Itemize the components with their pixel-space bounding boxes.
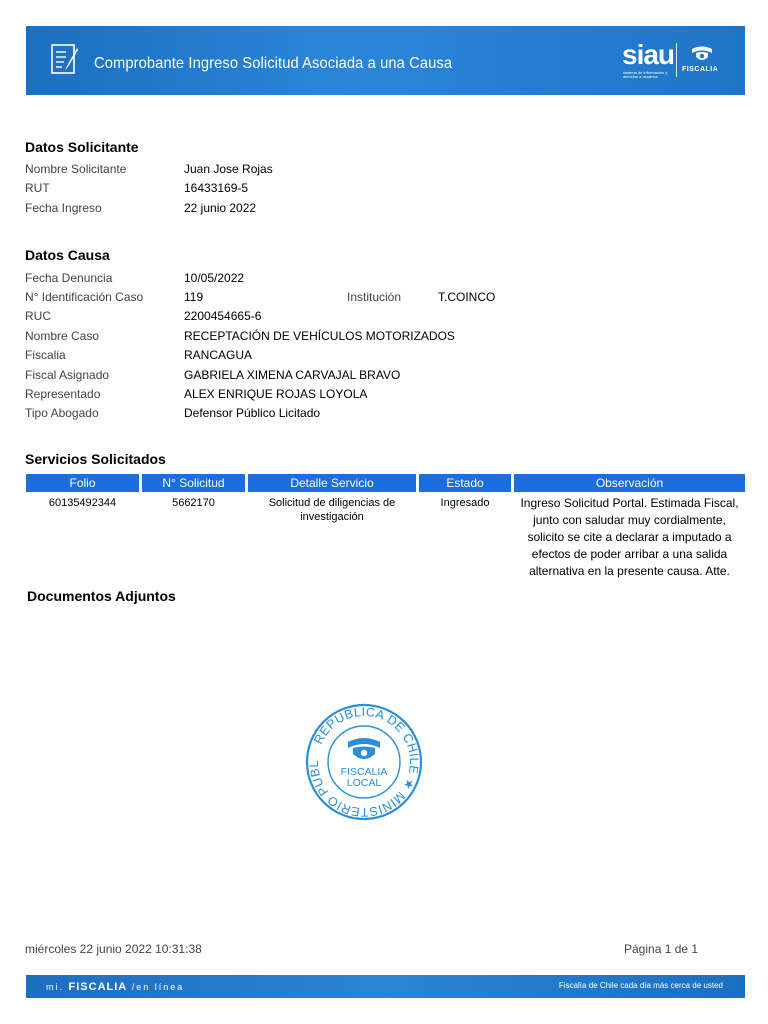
footer-brand-suffix: /en línea: [131, 982, 185, 992]
footer-datetime: miércoles 22 junio 2022 10:31:38: [25, 942, 202, 956]
field-value: T.COINCO: [438, 290, 496, 304]
page-title: Comprobante Ingreso Solicitud Asociada a una Causa: [94, 55, 453, 72]
field-value: ALEX ENRIQUE ROJAS LOYOLA: [184, 387, 368, 401]
fiscalia-logo-label: FISCALIA: [682, 66, 719, 73]
field-label: N° Identificación Caso: [25, 290, 144, 304]
field-value: 16433169-5: [184, 181, 249, 195]
footer-brand: [46, 981, 184, 993]
seal-line-fiscalia: FISCALIA: [340, 766, 388, 778]
field-label: Representado: [25, 387, 101, 401]
field-label: RUT: [25, 181, 50, 195]
header-banner: [26, 26, 745, 95]
field-label: Fecha Ingreso: [25, 201, 102, 215]
footer-brand-prefix: mi.: [46, 982, 64, 992]
field-label: Fecha Denuncia: [25, 271, 113, 285]
fiscalia-local-seal: [304, 702, 424, 822]
field-label: Nombre Caso: [25, 329, 100, 343]
siau-wordmark: siau: [622, 39, 675, 70]
table-header-detalle: Detalle Servicio: [248, 474, 416, 492]
field-value: 2200454665-6: [184, 309, 262, 323]
logo-divider: [676, 43, 677, 77]
section-title-documentos: Documentos Adjuntos: [27, 588, 176, 604]
field-value: 10/05/2022: [184, 271, 245, 285]
section-title-causa: Datos Causa: [25, 247, 110, 263]
field-label: RUC: [25, 309, 51, 323]
field-value: RECEPTACIÓN DE VEHÍCULOS MOTORIZADOS: [184, 329, 455, 343]
footer-slogan: Fiscalía de Chile cada día más cerca de usted: [558, 981, 723, 990]
table-header-folio: Folio: [26, 474, 139, 492]
field-label: Fiscal Asignado: [25, 368, 110, 382]
table-header-observacion: Observación: [514, 474, 745, 492]
table-cell-solicitud: 5662170: [172, 497, 215, 509]
field-label: Institución: [347, 290, 402, 304]
section-title-servicios: Servicios Solicitados: [25, 451, 166, 467]
page-number: Página 1 de 1: [624, 942, 699, 956]
section-title-solicitante: Datos Solicitante: [25, 139, 139, 155]
table-header-solicitud: N° Solicitud: [142, 474, 245, 492]
field-label: Nombre Solicitante: [25, 162, 127, 176]
field-label: Fiscalia: [25, 348, 66, 362]
field-value: 22 junio 2022: [184, 201, 257, 215]
table-cell-detalle: Solicitud de diligencias de investigación: [268, 497, 396, 523]
document-edit-icon: [50, 42, 80, 81]
siau-tagline: sistema de información y atención a usuarios: [623, 70, 668, 79]
table-cell-folio: 60135492344: [48, 497, 117, 509]
table-header-estado: Estado: [419, 474, 511, 492]
field-value: Juan Jose Rojas: [184, 162, 273, 176]
seal-line-local: LOCAL: [346, 777, 382, 789]
field-label: Tipo Abogado: [25, 406, 99, 420]
field-value: Defensor Público Licitado: [184, 406, 321, 420]
footer-banner: [26, 975, 745, 998]
field-value: GABRIELA XIMENA CARVAJAL BRAVO: [184, 368, 401, 382]
table-cell-estado: Ingresado: [440, 497, 490, 509]
field-value: 119: [184, 290, 204, 304]
footer-brand-name: FISCALIA: [68, 981, 128, 993]
table-cell-observacion: Ingreso Solicitud Portal. Estimada Fiscal, junto con saludar muy cordialmente, solicito se cite a declarar a imputado a efectos de poder arribar a una salida alternativa en la presente causa. Atte.: [520, 496, 739, 578]
seal-outer-text: REPUBLICA DE CHILE ★ MINISTERIO PUBL: [306, 704, 422, 820]
field-value: RANCAGUA: [184, 348, 253, 362]
